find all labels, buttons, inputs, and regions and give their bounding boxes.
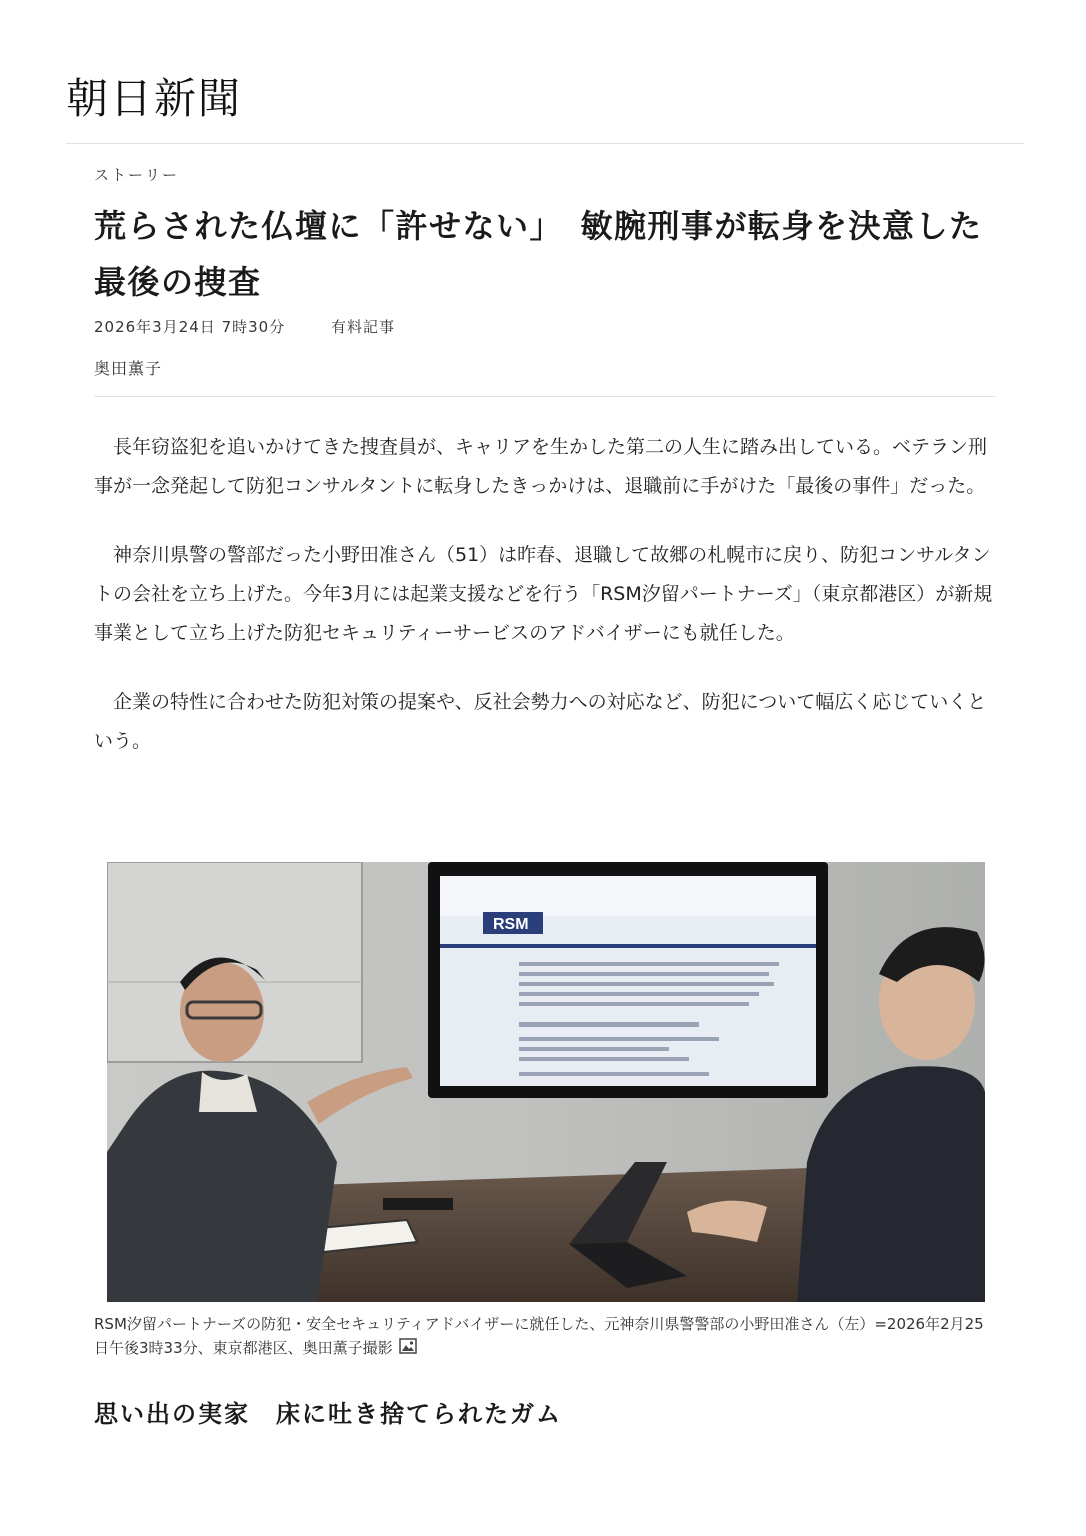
header-divider bbox=[66, 143, 1024, 144]
paragraph: 企業の特性に合わせた防犯対策の提案や、反社会勢力への対応など、防犯について幅広く応じていくという。 bbox=[94, 691, 987, 752]
publish-date: 2026年3月24日 7時30分 bbox=[94, 318, 286, 336]
article-meta bbox=[94, 316, 996, 337]
paragraph: 神奈川県警の警部だった小野田准さん（51）は昨春、退職して故郷の札幌市に戻り、防犯コンサルタントの会社を立ち上げた。今年3月には起業支援などを行う「RSM汐留パートナーズ」（東京都港区）が新規事業として立ち上げた防犯セキュリティーサービスのアドバイザーにも就任した。 bbox=[94, 544, 993, 644]
site-logo[interactable]: 朝日新聞 bbox=[66, 74, 243, 123]
meta-divider bbox=[94, 396, 996, 397]
article-category[interactable]: ストーリー bbox=[94, 166, 180, 184]
photo-caption bbox=[94, 1312, 996, 1361]
image-icon[interactable] bbox=[399, 1337, 417, 1361]
screen-logo: RSM bbox=[493, 916, 529, 933]
article-headline: 荒らされた仏壇に「許せない」 敏腕刑事が転身を決意した最後の捜査 bbox=[94, 207, 983, 301]
caption-text: RSM汐留パートナーズの防犯・安全セキュリティアドバイザーに就任した、元神奈川県警警部の小野田准さん（左）=2026年2月25日午後3時33分、東京都港区、奥田薫子撮影 bbox=[94, 1315, 984, 1357]
section-heading: 思い出の実家 床に吐き捨てられたガム bbox=[94, 1400, 562, 1428]
article-body bbox=[94, 428, 996, 791]
article-photo[interactable] bbox=[107, 862, 985, 1302]
paragraph: 長年窃盗犯を追いかけてきた捜査員が、キャリアを生かした第二の人生に踏み出している。ベテラン刑事が一念発起して防犯コンサルタントに転身したきっかけは、退職前に手がけた「最後の事件」だった。 bbox=[94, 436, 988, 497]
photo-illustration bbox=[107, 862, 985, 1302]
paid-article-label: 有料記事 bbox=[331, 318, 396, 336]
article-author[interactable]: 奥田薫子 bbox=[94, 359, 163, 378]
